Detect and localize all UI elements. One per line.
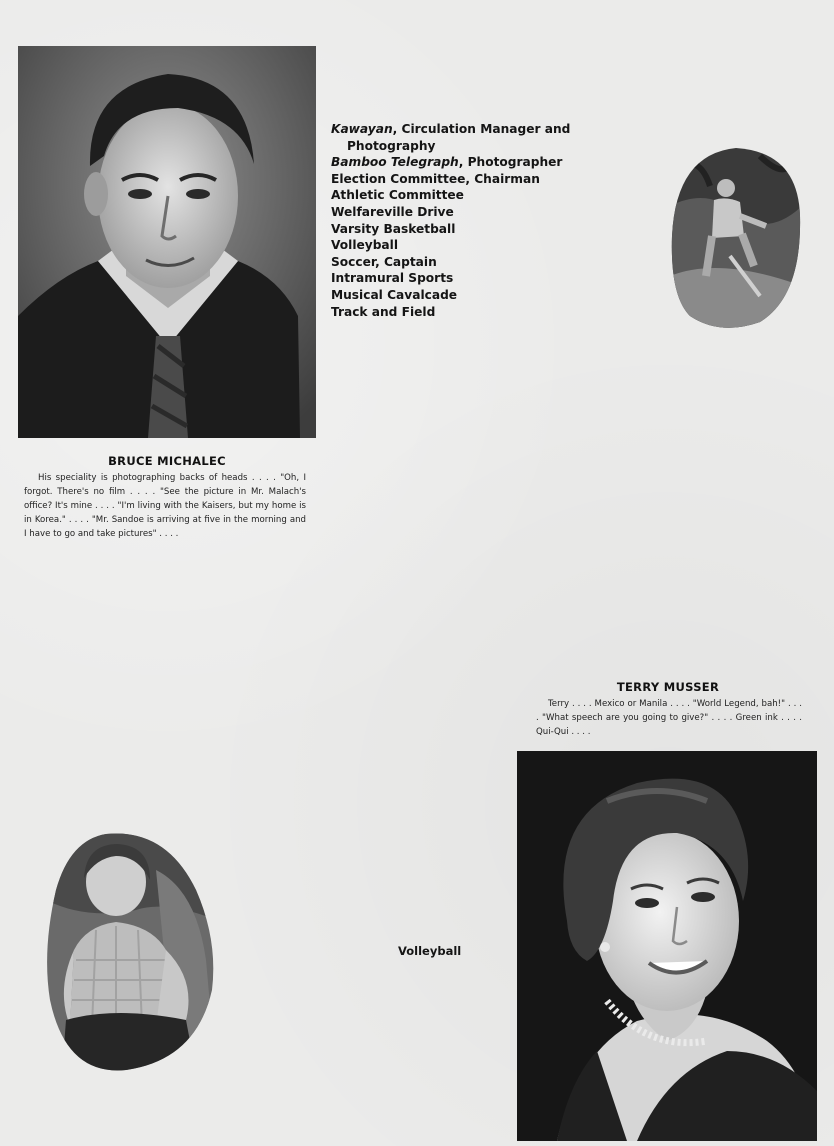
terry-name-heading: TERRY MUSSER [616, 680, 720, 694]
terry-quote-text: Terry . . . . Mexico or Manila . . . . "World Legend, bah!" . . . . "What speech are you going to give?" . . . . Green ink . . . . Qui-Qui . . . . [536, 699, 802, 737]
activity-item: Welfareville Drive [331, 204, 454, 219]
activity-item: Soccer, Captain [331, 254, 437, 269]
activity-item: Volleyball [398, 944, 462, 958]
activity-item: Intramural Sports [331, 271, 454, 286]
bruce-name-heading: BRUCE MICHALEC [108, 454, 226, 468]
terry-activities-list [398, 944, 478, 958]
activity-item: Musical Cavalcade [331, 287, 458, 302]
terry-portrait-photo [517, 751, 817, 1141]
bruce-candid-photo [670, 146, 802, 330]
bruce-portrait-photo [18, 46, 316, 438]
activity-item: Athletic Committee [331, 188, 464, 203]
activity-item: Election Committee, Chairman [331, 171, 540, 186]
bruce-activities-list [331, 121, 591, 320]
activity-item: Kawayan, Circulation Manager and Photography [331, 122, 571, 153]
bruce-quote-text: His speciality is photographing backs of heads . . . . "Oh, I forgot. There's no film . . . . "See the picture in Mr. Malach's office? It's mine . . . . "I'm living with the Kaisers, but my home is in Korea." . . . . "Mr. Sandoe is arriving at five in the morning and I have to go and take pictures" . . . . [24, 473, 306, 539]
terry-candid-photo [46, 830, 216, 1073]
activity-item: Track and Field [331, 304, 436, 319]
activity-item: Volleyball [331, 238, 399, 253]
activity-item: Bamboo Telegraph, Photographer [331, 155, 563, 170]
activity-item: Varsity Basketball [331, 221, 456, 236]
